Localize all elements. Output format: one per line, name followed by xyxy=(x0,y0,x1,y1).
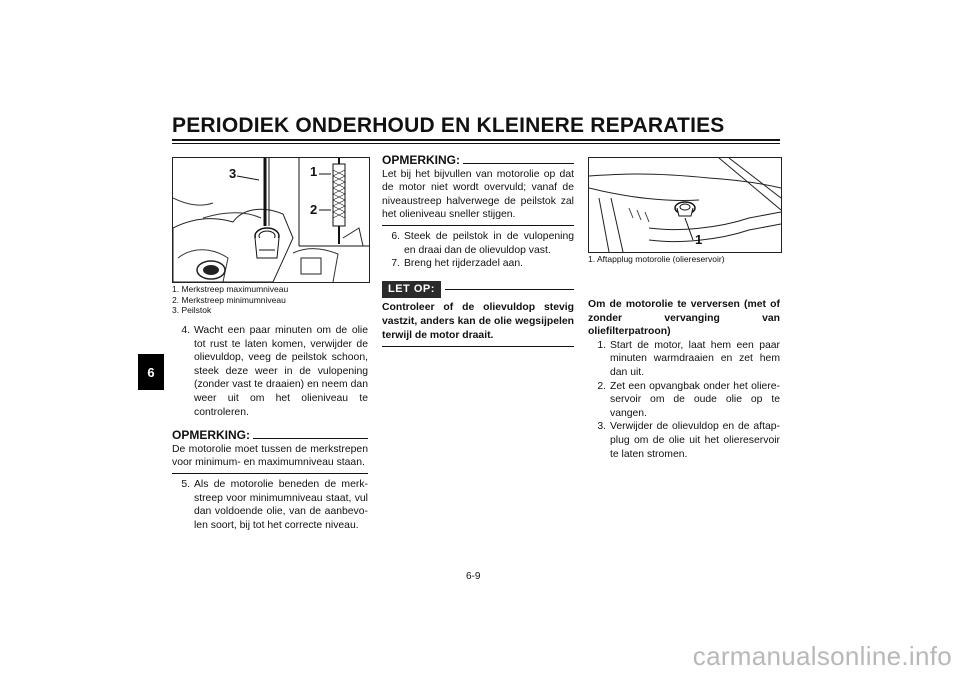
step-number: 5. xyxy=(181,478,190,490)
step-text: Zet een opvangbak onder het oliereservoir om de oude olie op te vangen. xyxy=(610,380,780,419)
step-4 xyxy=(172,324,368,419)
title-rule-thin xyxy=(172,143,780,144)
dipstick-illustration xyxy=(173,158,369,282)
caption-item: 2. Merkstreep minimumniveau xyxy=(172,294,286,305)
note-text: De motorolie moet tussen de merkstrepen voor minimum- en maximumniveau staan. xyxy=(172,443,368,474)
note-heading xyxy=(382,154,574,168)
step-text: Als de motorolie beneden de merkstreep voor minimumniveau staat, vul dan voldoende olie, van de aanbevolen soort, bij tot het correcte niveau. xyxy=(194,478,368,531)
step-7 xyxy=(382,257,574,271)
caution-text: Controleer of de olievuldop stevig vastzit, anders kan de olie wegsijpelen terwijl de motor draait. xyxy=(382,298,574,347)
caption-item: 1. Merkstreep maximumniveau xyxy=(172,284,289,294)
callout-3: 3 xyxy=(229,166,237,181)
step-number: 3. xyxy=(597,421,606,433)
note-heading xyxy=(172,429,368,443)
note-text: Let bij het bijvullen van motorolie op dat de motor niet wordt overvuld; vanaf de niveaustreep halverwege de peilstok zal het olieniveau sneller stijgen. xyxy=(382,168,574,226)
chapter-tab: 6 xyxy=(138,354,164,390)
step-number: 4. xyxy=(181,325,190,336)
caution-heading xyxy=(382,281,574,299)
callout-2: 2 xyxy=(310,202,318,217)
figure2-captions xyxy=(588,254,780,265)
step-text: Steek de peilstok in de vulopening en draai dan de olievuldop vast. xyxy=(404,230,574,256)
caption-item: 1. Aftapplug motorolie (oliereservoir) xyxy=(588,254,725,264)
column-3 xyxy=(588,298,780,461)
note-label: OPMERKING: xyxy=(172,428,250,443)
caption-item: 3. Peilstok xyxy=(172,305,212,315)
step-3 xyxy=(588,420,780,461)
step-text: Start de motor, laat hem een paar minuten warmdraaien en zet hem dan uit. xyxy=(610,339,780,378)
column-1 xyxy=(172,324,368,532)
title-rule xyxy=(172,139,780,141)
step-text: Wacht een paar minuten om de olie tot rust te laten komen, verwijder de olievuldop, veeg de peilstok schoon, steek deze weer in de vulopening (zonder vast te draaien) en neem dan weer uit om het olieniveau te controleren. xyxy=(194,325,368,418)
step-number: 6. xyxy=(391,230,400,242)
step-text: Breng het rijderzadel aan. xyxy=(404,258,523,270)
step-5 xyxy=(172,478,368,532)
step-1 xyxy=(588,339,780,380)
step-text: Verwijder de olievuldop en de aftapplug om de olie uit het oliereservoir te laten stromen. xyxy=(610,421,780,460)
step-number: 7. xyxy=(391,258,400,270)
drain-plug-figure xyxy=(588,157,782,253)
caution-badge: LET OP: xyxy=(382,281,441,299)
figure1-captions xyxy=(172,284,368,316)
page-title: PERIODIEK ONDERHOUD EN KLEINERE REPARATIES xyxy=(172,114,725,137)
dipstick-figure xyxy=(172,157,370,283)
step-6 xyxy=(382,230,574,257)
step-number: 1. xyxy=(597,339,606,351)
page-number: 6-9 xyxy=(466,571,481,582)
watermark: carmanualsonline.info xyxy=(692,641,952,671)
drain-plug-illustration xyxy=(589,158,781,252)
step-2 xyxy=(588,380,780,421)
callout-1: 1 xyxy=(310,164,318,179)
note-label: OPMERKING: xyxy=(382,153,460,167)
column-2 xyxy=(382,154,574,347)
section-heading: Om de motorolie te verversen (met of zonder vervanging van oliefilterpatroon) xyxy=(588,299,780,338)
step-number: 2. xyxy=(597,380,606,392)
callout-1: 1 xyxy=(695,232,703,247)
